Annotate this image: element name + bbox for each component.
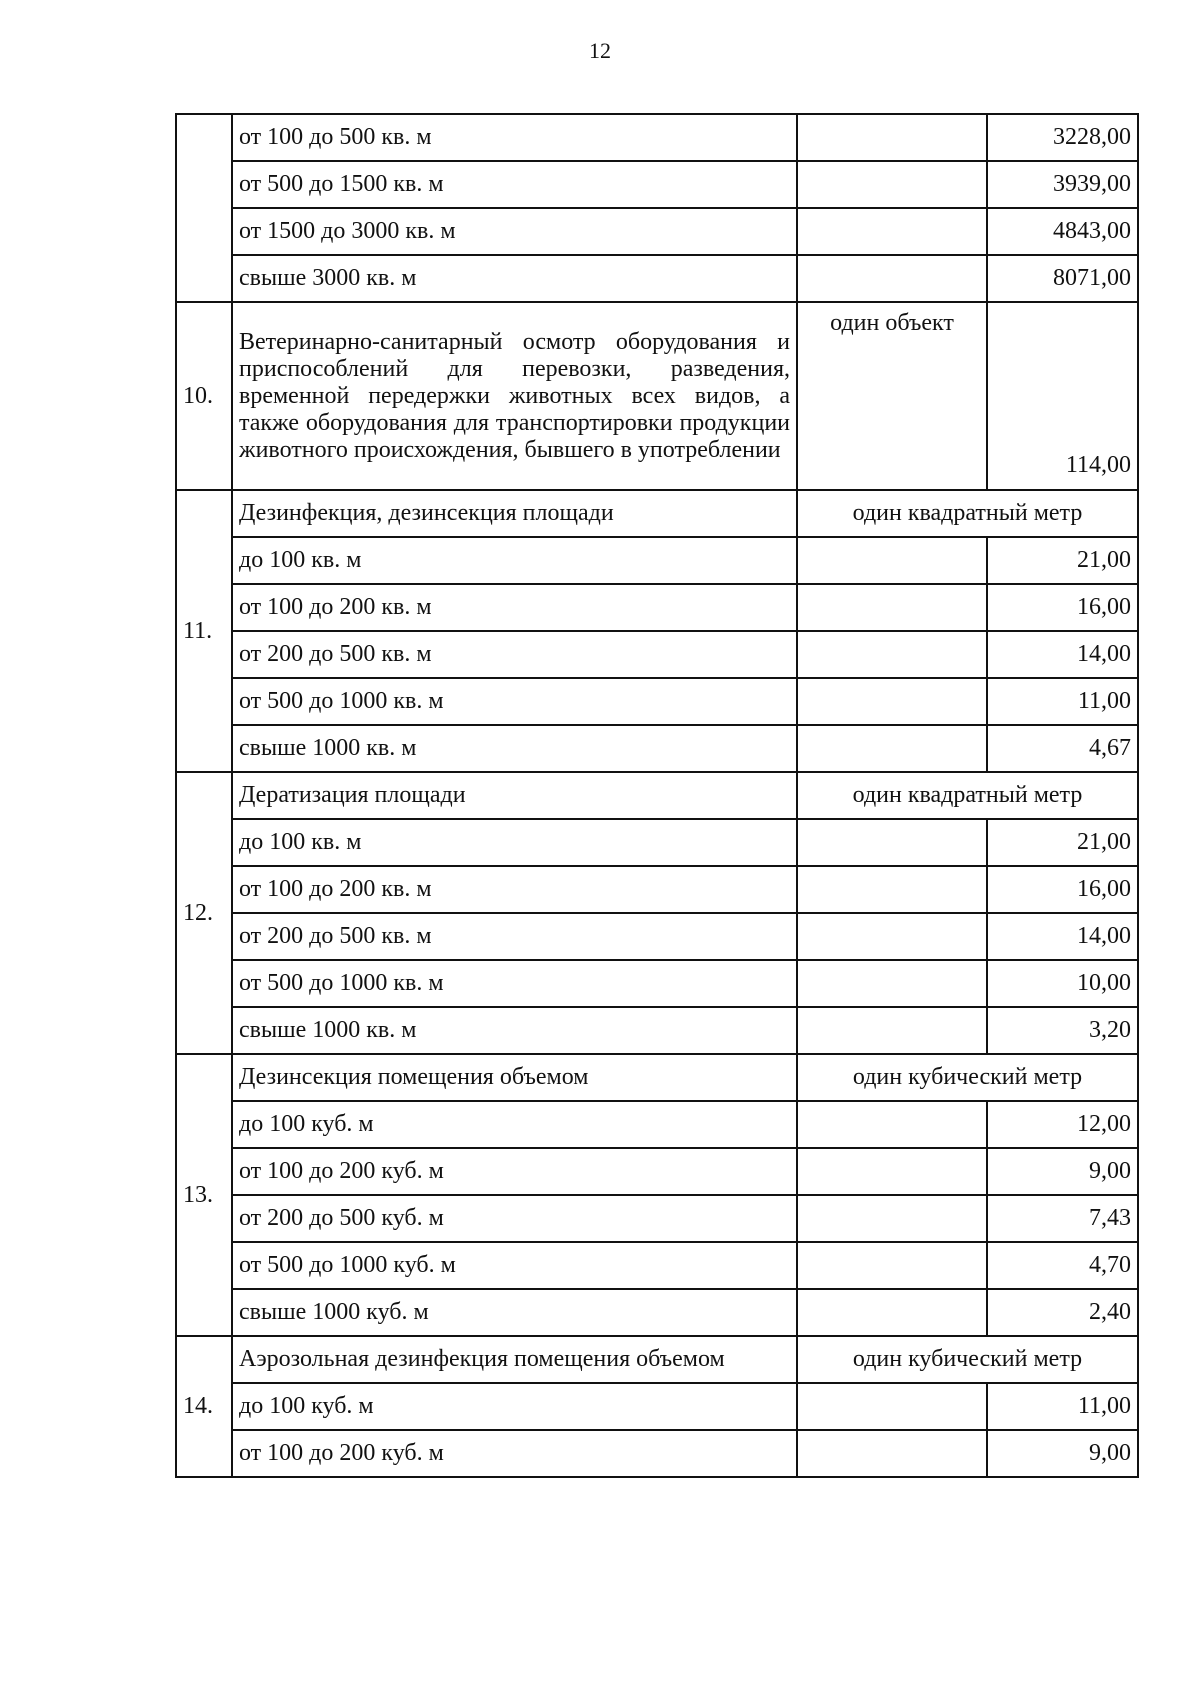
table-row <box>176 960 1138 1007</box>
row-value: 11,00 <box>987 678 1138 725</box>
row-value: 3,20 <box>987 1007 1138 1054</box>
unit-cell <box>797 1383 987 1430</box>
table-row <box>176 1007 1138 1054</box>
table-row <box>176 819 1138 866</box>
item-number: 13. <box>176 1054 232 1336</box>
table-row <box>176 1148 1138 1195</box>
row-value: 4843,00 <box>987 208 1138 255</box>
item-number: 11. <box>176 490 232 772</box>
item-unit: один кубический метр <box>797 1054 1138 1101</box>
table-row <box>176 1383 1138 1430</box>
item-number: 14. <box>176 1336 232 1477</box>
unit-cell <box>797 208 987 255</box>
row-value: 11,00 <box>987 1383 1138 1430</box>
row-value: 9,00 <box>987 1148 1138 1195</box>
unit-cell <box>797 1430 987 1477</box>
unit-cell <box>797 678 987 725</box>
row-label: от 200 до 500 кв. м <box>232 631 797 678</box>
unit-cell <box>797 725 987 772</box>
item-unit: один квадратный метр <box>797 772 1138 819</box>
row-label: от 100 до 200 кв. м <box>232 584 797 631</box>
table-row <box>176 772 1138 819</box>
row-value: 16,00 <box>987 584 1138 631</box>
table-row <box>176 1101 1138 1148</box>
row-label: до 100 кв. м <box>232 537 797 584</box>
item-unit: один объект <box>797 302 987 490</box>
table-row <box>176 255 1138 302</box>
row-label: свыше 1000 куб. м <box>232 1289 797 1336</box>
row-label: от 100 до 200 кв. м <box>232 866 797 913</box>
row-label: до 100 куб. м <box>232 1383 797 1430</box>
row-label: от 200 до 500 кв. м <box>232 913 797 960</box>
unit-cell <box>797 1242 987 1289</box>
item-value: 114,00 <box>987 302 1138 490</box>
row-label: до 100 куб. м <box>232 1101 797 1148</box>
unit-cell <box>797 913 987 960</box>
row-value: 3228,00 <box>987 114 1138 161</box>
table-row <box>176 161 1138 208</box>
table-row <box>176 866 1138 913</box>
table-row <box>176 1336 1138 1383</box>
row-label: свыше 1000 кв. м <box>232 725 797 772</box>
table-row <box>176 114 1138 161</box>
item-unit: один квадратный метр <box>797 490 1138 537</box>
row-value: 4,70 <box>987 1242 1138 1289</box>
table-row <box>176 678 1138 725</box>
row-label: от 100 до 200 куб. м <box>232 1148 797 1195</box>
table-row <box>176 1289 1138 1336</box>
row-value: 21,00 <box>987 537 1138 584</box>
unit-cell <box>797 631 987 678</box>
unit-cell <box>797 1289 987 1336</box>
row-label: от 200 до 500 куб. м <box>232 1195 797 1242</box>
row-value: 21,00 <box>987 819 1138 866</box>
unit-cell <box>797 866 987 913</box>
row-value: 3939,00 <box>987 161 1138 208</box>
row-label: до 100 кв. м <box>232 819 797 866</box>
table-row <box>176 1195 1138 1242</box>
row-value: 2,40 <box>987 1289 1138 1336</box>
item-label: Дезинфекция, дезинсекция площади <box>232 490 797 537</box>
item-number-cell <box>176 114 232 302</box>
unit-cell <box>797 819 987 866</box>
unit-cell <box>797 255 987 302</box>
unit-cell <box>797 161 987 208</box>
table-row <box>176 1054 1138 1101</box>
table-row <box>176 1242 1138 1289</box>
row-value: 4,67 <box>987 725 1138 772</box>
row-label: свыше 1000 кв. м <box>232 1007 797 1054</box>
table-row <box>176 537 1138 584</box>
item-number: 12. <box>176 772 232 1054</box>
unit-cell <box>797 1101 987 1148</box>
row-label: свыше 3000 кв. м <box>232 255 797 302</box>
row-value: 10,00 <box>987 960 1138 1007</box>
row-label: от 500 до 1000 куб. м <box>232 1242 797 1289</box>
table-row <box>176 302 1138 490</box>
item-label: Аэрозольная дезинфекция помещения объемом <box>232 1336 797 1383</box>
row-label: от 500 до 1500 кв. м <box>232 161 797 208</box>
table-row <box>176 490 1138 537</box>
unit-cell <box>797 114 987 161</box>
row-label: от 500 до 1000 кв. м <box>232 678 797 725</box>
row-label: от 500 до 1000 кв. м <box>232 960 797 1007</box>
item-label: Ветеринарно-санитарный осмотр оборудования и приспособлений для перевозки, разведения, временной передержки животных всех видов, а также оборудования для транспортировки продукции животного происхождения, бывшего в употреблении <box>232 302 797 490</box>
table-row <box>176 584 1138 631</box>
item-label: Дератизация площади <box>232 772 797 819</box>
row-value: 14,00 <box>987 913 1138 960</box>
row-label: от 100 до 500 кв. м <box>232 114 797 161</box>
unit-cell <box>797 1148 987 1195</box>
table-row <box>176 913 1138 960</box>
row-value: 8071,00 <box>987 255 1138 302</box>
row-value: 14,00 <box>987 631 1138 678</box>
table-row <box>176 208 1138 255</box>
unit-cell <box>797 1195 987 1242</box>
table-row <box>176 631 1138 678</box>
tariff-table <box>175 113 1139 1478</box>
row-value: 9,00 <box>987 1430 1138 1477</box>
item-label: Дезинсекция помещения объемом <box>232 1054 797 1101</box>
item-number: 10. <box>176 302 232 490</box>
row-value: 7,43 <box>987 1195 1138 1242</box>
table-row <box>176 1430 1138 1477</box>
row-label: от 100 до 200 куб. м <box>232 1430 797 1477</box>
item-unit: один кубический метр <box>797 1336 1138 1383</box>
page-number: 12 <box>589 38 611 63</box>
unit-cell <box>797 960 987 1007</box>
row-value: 16,00 <box>987 866 1138 913</box>
table-row <box>176 725 1138 772</box>
row-value: 12,00 <box>987 1101 1138 1148</box>
unit-cell <box>797 537 987 584</box>
row-label: от 1500 до 3000 кв. м <box>232 208 797 255</box>
unit-cell <box>797 1007 987 1054</box>
unit-cell <box>797 584 987 631</box>
